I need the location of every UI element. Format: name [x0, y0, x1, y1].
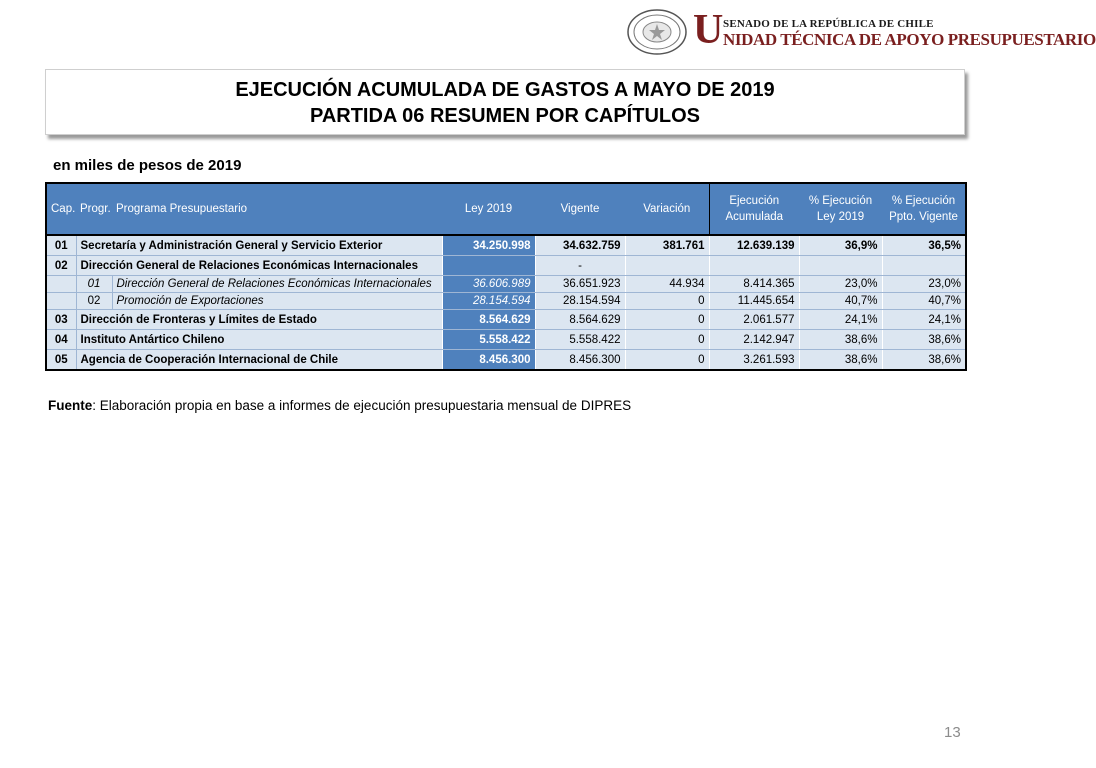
- table-row: [46, 256, 966, 276]
- cell-name: Promoción de Exportaciones: [112, 293, 442, 310]
- header-ejecucion-l2: Acumulada: [725, 211, 784, 223]
- cell-progr: 02: [76, 293, 112, 310]
- cell-pct-ley: 38,6%: [799, 330, 882, 350]
- cell-name: Agencia de Cooperación Internacional de Chile: [76, 350, 442, 371]
- header-progr: Progr.: [76, 183, 112, 235]
- cell-pct-vigente: 24,1%: [882, 310, 966, 330]
- cell-ley: 34.250.998: [442, 235, 535, 256]
- page-title: EJECUCIÓN ACUMULADA DE GASTOS A MAYO DE 2019: [235, 79, 775, 101]
- cell-vigente: 5.558.422: [535, 330, 625, 350]
- budget-table: [45, 182, 967, 371]
- cell-pct-ley: 36,9%: [799, 235, 882, 256]
- cell-variacion: 381.761: [625, 235, 709, 256]
- cell-vigente: 8.564.629: [535, 310, 625, 330]
- cell-cap: 03: [46, 310, 76, 330]
- cell-ejecucion: 8.414.365: [709, 276, 799, 293]
- cell-progr: 01: [76, 276, 112, 293]
- cell-name: Dirección General de Relaciones Económicas Internacionales: [112, 276, 442, 293]
- header-pct-ley: [799, 183, 882, 235]
- cell-ley: 8.456.300: [442, 350, 535, 371]
- senate-logo: [627, 7, 1096, 58]
- cell-name: Dirección General de Relaciones Económicas Internacionales: [76, 256, 442, 276]
- cell-cap: 05: [46, 350, 76, 371]
- table-row: [46, 235, 966, 256]
- cell-ejecucion: [709, 256, 799, 276]
- cell-pct-ley: 38,6%: [799, 350, 882, 371]
- cell-ley: 28.154.594: [442, 293, 535, 310]
- header-pct-vig-l1: % Ejecución: [891, 195, 956, 207]
- cell-vigente: 8.456.300: [535, 350, 625, 371]
- senate-seal-icon: [627, 8, 689, 56]
- title-box: [45, 69, 965, 135]
- cell-variacion: 0: [625, 330, 709, 350]
- header-pct-vig-l2: Ppto. Vigente: [889, 211, 958, 223]
- cell-ley: 8.564.629: [442, 310, 535, 330]
- cell-cap: [46, 293, 76, 310]
- cell-ejecucion: 11.445.654: [709, 293, 799, 310]
- cell-ley: 36.606.989: [442, 276, 535, 293]
- cell-name: Instituto Antártico Chileno: [76, 330, 442, 350]
- cell-pct-vigente: 40,7%: [882, 293, 966, 310]
- cell-cap: [46, 276, 76, 293]
- cell-vigente: 28.154.594: [535, 293, 625, 310]
- header-pct-ley-l1: % Ejecución: [808, 195, 873, 207]
- logo-letter-u: U: [693, 7, 724, 53]
- logo-senate-text: SENADO DE LA REPÚBLICA DE CHILE: [723, 18, 934, 30]
- cell-pct-ley: 24,1%: [799, 310, 882, 330]
- cell-pct-ley: [799, 256, 882, 276]
- cell-ejecucion: 2.061.577: [709, 310, 799, 330]
- cell-vigente: -: [535, 256, 625, 276]
- cell-name: Dirección de Fronteras y Límites de Estado: [76, 310, 442, 330]
- cell-pct-vigente: 38,6%: [882, 350, 966, 371]
- header-ejecucion-l1: Ejecución: [729, 195, 780, 207]
- logo-unit-text: NIDAD TÉCNICA DE APOYO PRESUPUESTARIO: [723, 30, 1096, 49]
- units-note: en miles de pesos de 2019: [53, 157, 242, 174]
- cell-pct-vigente: 23,0%: [882, 276, 966, 293]
- cell-ejecucion: 2.142.947: [709, 330, 799, 350]
- header-programa: Programa Presupuestario: [112, 183, 442, 235]
- cell-variacion: 44.934: [625, 276, 709, 293]
- table-row: [46, 293, 966, 310]
- page-subtitle-title: PARTIDA 06 RESUMEN POR CAPÍTULOS: [309, 105, 701, 127]
- header-vigente: Vigente: [535, 183, 625, 235]
- source-text: : Elaboración propia en base a informes de ejecución presupuestaria mensual de DIPRES: [92, 398, 632, 413]
- cell-name: Secretaría y Administración General y Servicio Exterior: [76, 235, 442, 256]
- header-pct-vigente: [882, 183, 966, 235]
- header-pct-ley-l2: Ley 2019: [816, 211, 865, 223]
- cell-ejecucion: 3.261.593: [709, 350, 799, 371]
- cell-vigente: 36.651.923: [535, 276, 625, 293]
- cell-variacion: 0: [625, 310, 709, 330]
- cell-pct-ley: 23,0%: [799, 276, 882, 293]
- cell-pct-vigente: 36,5%: [882, 235, 966, 256]
- cell-vigente: 34.632.759: [535, 235, 625, 256]
- table-row: [46, 310, 966, 330]
- cell-ley: 5.558.422: [442, 330, 535, 350]
- cell-pct-ley: 40,7%: [799, 293, 882, 310]
- cell-variacion: 0: [625, 293, 709, 310]
- cell-variacion: 0: [625, 350, 709, 371]
- source-note: [48, 398, 631, 413]
- cell-cap: 02: [46, 256, 76, 276]
- cell-ley: [442, 256, 535, 276]
- cell-cap: 04: [46, 330, 76, 350]
- header-ejecucion: [709, 183, 799, 235]
- header-cap: Cap.: [46, 183, 76, 235]
- table-row: [46, 350, 966, 371]
- cell-pct-vigente: [882, 256, 966, 276]
- cell-cap: 01: [46, 235, 76, 256]
- cell-variacion: [625, 256, 709, 276]
- cell-pct-vigente: 38,6%: [882, 330, 966, 350]
- page-number: 13: [944, 724, 961, 741]
- header-ley: Ley 2019: [442, 183, 535, 235]
- cell-ejecucion: 12.639.139: [709, 235, 799, 256]
- table-row: [46, 276, 966, 293]
- header-variacion: Variación: [625, 183, 709, 235]
- table-row: [46, 330, 966, 350]
- source-label: Fuente: [48, 398, 93, 413]
- table-header-row: [46, 183, 966, 235]
